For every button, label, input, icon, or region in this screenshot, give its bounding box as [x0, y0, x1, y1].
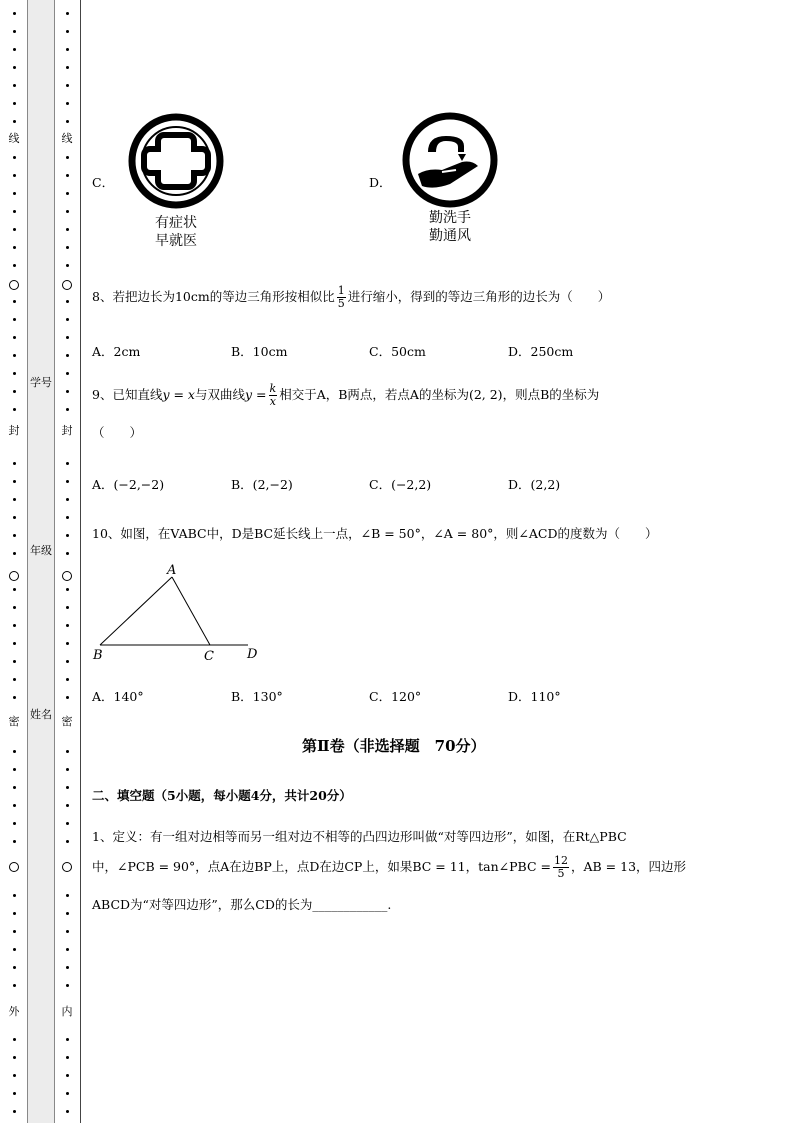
- binding-dot: [66, 786, 69, 789]
- q7-option-c-caption-line2: 早就医: [155, 233, 197, 249]
- binding-dot: [13, 192, 16, 195]
- binding-dot: [66, 1074, 69, 1077]
- margin-mark-feng-inner: 封: [61, 424, 73, 437]
- binding-dot: [13, 912, 16, 915]
- binding-dot: [66, 1038, 69, 1041]
- binding-hole-circle: [62, 571, 72, 581]
- binding-dot: [13, 462, 16, 465]
- binding-dot: [13, 930, 16, 933]
- binding-dot: [13, 102, 16, 105]
- vertex-label-c: C: [204, 649, 214, 664]
- dotted-line-outer: [0, 0, 28, 1123]
- binding-dot: [13, 894, 16, 897]
- q10-triangle-figure: [92, 560, 262, 664]
- binding-dot: [13, 246, 16, 249]
- margin-mark-xian-inner: 线: [61, 132, 73, 145]
- q8-option-b: B．10cm: [231, 344, 288, 359]
- q9-option-a: A．(−2,−2): [92, 477, 165, 492]
- binding-dot: [66, 462, 69, 465]
- binding-dot: [66, 750, 69, 753]
- binding-dot: [66, 822, 69, 825]
- fill1-tan-fraction: [553, 855, 569, 880]
- dotted-line-inner: [54, 0, 80, 1123]
- binding-dot: [66, 588, 69, 591]
- q9-text-d: ，则点B的坐标为: [502, 387, 600, 402]
- binding-dot: [66, 264, 69, 267]
- fill1-line3: ABCD为“对等四边形”，那么CD的长为____________.: [92, 897, 392, 912]
- binding-dot: [66, 948, 69, 951]
- binding-dot: [13, 624, 16, 627]
- q9-hyperbola-lhs: y =: [245, 387, 267, 402]
- binding-dot: [13, 786, 16, 789]
- binding-dot: [66, 390, 69, 393]
- binding-dot: [13, 1092, 16, 1095]
- q7-option-c-caption: [136, 214, 216, 250]
- binding-dot: [13, 318, 16, 321]
- binding-dot: [66, 642, 69, 645]
- q7-option-d-caption: [410, 209, 490, 245]
- q9-frac-den: x: [269, 395, 276, 408]
- binding-dot: [66, 66, 69, 69]
- student-info-strip: [27, 0, 55, 1123]
- q9-option-b: B．(2,−2): [231, 477, 293, 492]
- binding-dot: [66, 696, 69, 699]
- q9-frac-num: k: [269, 382, 277, 395]
- binding-dot: [66, 606, 69, 609]
- q9-line-equation: y = x: [162, 387, 195, 402]
- q10-option-c: C．120°: [369, 689, 422, 704]
- fill1-line1: 1、定义：有一组对边相等而另一组对边不相等的凸四边形叫做“对等四边形”，如图，在Rt△PBC: [92, 829, 627, 844]
- q9-point-a: (2, 2): [468, 387, 503, 402]
- binding-dot: [66, 84, 69, 87]
- binding-dot: [66, 768, 69, 771]
- binding-dot: [66, 336, 69, 339]
- q10-option-d: D．110°: [508, 689, 561, 704]
- binding-hole-circle: [9, 862, 19, 872]
- fill1-line2: [92, 855, 686, 880]
- vertex-label-a: A: [167, 563, 177, 578]
- margin-mark-nei: 内: [61, 1005, 73, 1018]
- binding-dot: [66, 480, 69, 483]
- binding-dot: [13, 552, 16, 555]
- margin-mark-mi: 密: [8, 715, 20, 728]
- binding-hole-circle: [9, 571, 19, 581]
- label-student-id: 学号: [30, 376, 52, 389]
- binding-dot: [66, 678, 69, 681]
- binding-dot: [66, 228, 69, 231]
- q8-frac-den: 5: [337, 297, 345, 310]
- binding-dot: [66, 354, 69, 357]
- binding-dot: [66, 120, 69, 123]
- binding-dot: [13, 498, 16, 501]
- margin-mark-wai: 外: [8, 1005, 20, 1018]
- binding-dot: [13, 948, 16, 951]
- binding-dot: [13, 480, 16, 483]
- q8-text-b: 进行缩小，得到的等边三角形的边长为（ ）: [347, 289, 611, 304]
- hand-washing-icon: [398, 112, 502, 208]
- binding-dot: [66, 102, 69, 105]
- binding-dot: [66, 300, 69, 303]
- binding-dot: [13, 750, 16, 753]
- fill1-line2-a: 中，∠PCB = 90°，点A在边BP上，点D在边CP上，如果BC = 11，tan∠PBC =: [92, 859, 551, 874]
- binding-dot: [13, 678, 16, 681]
- binding-dot: [13, 84, 16, 87]
- binding-dot: [66, 1110, 69, 1113]
- fill-in-section-heading: 二、填空题（5小题，每小题4分，共计20分）: [92, 788, 352, 803]
- binding-dot: [66, 894, 69, 897]
- binding-dot: [13, 1056, 16, 1059]
- binding-hole-circle: [62, 862, 72, 872]
- binding-dot: [66, 516, 69, 519]
- q9-answer-bracket: （ ）: [92, 425, 143, 440]
- q8-option-a: A．2cm: [92, 344, 141, 359]
- q8-ratio-fraction: [337, 285, 346, 310]
- binding-dot: [13, 210, 16, 213]
- binding-dot: [66, 966, 69, 969]
- binding-dot: [13, 30, 16, 33]
- binding-dot: [66, 210, 69, 213]
- q8-stem: [92, 285, 610, 310]
- q9-stem: [92, 383, 599, 408]
- label-name: 姓名: [30, 708, 52, 721]
- binding-dot: [66, 498, 69, 501]
- binding-dot: [66, 174, 69, 177]
- q9-text-a: 9、已知直线: [92, 387, 163, 402]
- first-aid-cross-icon: [124, 113, 228, 209]
- binding-dot: [13, 534, 16, 537]
- fill1-line2-b: ，AB = 13，四边形: [570, 859, 687, 874]
- binding-dot: [13, 390, 16, 393]
- binding-dot: [66, 984, 69, 987]
- binding-dot: [13, 120, 16, 123]
- binding-dot: [66, 156, 69, 159]
- fill1-frac-num: 12: [553, 854, 568, 867]
- q7-option-d-caption-line1: 勤洗手: [429, 210, 471, 226]
- binding-hole-circle: [62, 280, 72, 290]
- binding-dot: [13, 12, 16, 15]
- label-grade: 年级: [30, 544, 52, 557]
- q7-option-c-letter: C．: [92, 175, 115, 190]
- q8-text-a: 8、若把边长为10cm的等边三角形按相似比: [92, 289, 335, 304]
- binding-dot: [66, 1056, 69, 1059]
- binding-dot: [66, 30, 69, 33]
- binding-dot: [13, 1038, 16, 1041]
- binding-dot: [66, 408, 69, 411]
- q7-option-d-letter: D．: [369, 175, 392, 190]
- binding-dot: [66, 534, 69, 537]
- binding-dot: [13, 822, 16, 825]
- binding-dot: [66, 552, 69, 555]
- q7-option-c-caption-line1: 有症状: [155, 215, 197, 231]
- binding-dot: [13, 642, 16, 645]
- binding-dot: [66, 1092, 69, 1095]
- binding-dot: [13, 984, 16, 987]
- binding-margin-outer: [0, 0, 28, 1123]
- fill1-frac-den: 5: [557, 867, 565, 880]
- margin-mark-xian: 线: [8, 132, 20, 145]
- binding-dot: [66, 930, 69, 933]
- binding-dot: [13, 516, 16, 519]
- binding-dot: [66, 246, 69, 249]
- binding-dot: [13, 696, 16, 699]
- binding-dot: [66, 318, 69, 321]
- binding-dot: [66, 624, 69, 627]
- binding-dot: [13, 840, 16, 843]
- point-label-d: D: [247, 647, 258, 662]
- binding-dot: [13, 1074, 16, 1077]
- q10-option-a: A．140°: [92, 689, 144, 704]
- binding-dot: [13, 588, 16, 591]
- binding-dot: [13, 336, 16, 339]
- binding-dot: [13, 228, 16, 231]
- binding-dot: [13, 606, 16, 609]
- binding-dot: [66, 912, 69, 915]
- binding-dot: [66, 804, 69, 807]
- part2-title: 第Ⅱ卷（非选择题 70分）: [302, 737, 486, 755]
- margin-mark-mi-inner: 密: [61, 715, 73, 728]
- binding-dot: [13, 768, 16, 771]
- binding-dot: [13, 264, 16, 267]
- vertex-label-b: B: [93, 648, 103, 663]
- binding-dot: [13, 174, 16, 177]
- q10-option-b: B．130°: [231, 689, 283, 704]
- binding-dot: [13, 1110, 16, 1113]
- binding-dot: [13, 408, 16, 411]
- binding-dot: [13, 66, 16, 69]
- q9-text-b: 与双曲线: [195, 387, 246, 402]
- q9-text-c: 相交于A，B两点，若点A的坐标为: [279, 387, 469, 402]
- binding-dot: [13, 156, 16, 159]
- q9-option-c: C．(−2,2): [369, 477, 432, 492]
- binding-dot: [13, 804, 16, 807]
- binding-dot: [66, 660, 69, 663]
- binding-dot: [13, 48, 16, 51]
- q8-option-d: D．250cm: [508, 344, 574, 359]
- q9-option-d: D．(2,2): [508, 477, 561, 492]
- margin-mark-feng: 封: [8, 424, 20, 437]
- binding-dot: [13, 966, 16, 969]
- q8-frac-num: 1: [337, 284, 345, 297]
- q9-hyperbola-fraction: [269, 383, 278, 408]
- binding-hole-circle: [9, 280, 19, 290]
- binding-dot: [66, 372, 69, 375]
- binding-dot: [13, 372, 16, 375]
- q10-stem: 10、如图，在VABC中，D是BC延长线上一点，∠B = 50°，∠A = 80°，则∠ACD的度数为（ ）: [92, 526, 658, 541]
- binding-margin-inner: [54, 0, 81, 1123]
- binding-dot: [13, 660, 16, 663]
- binding-dot: [13, 354, 16, 357]
- binding-dot: [66, 48, 69, 51]
- binding-dot: [66, 12, 69, 15]
- q8-option-c: C．50cm: [369, 344, 426, 359]
- binding-dot: [13, 300, 16, 303]
- binding-dot: [66, 840, 69, 843]
- q7-option-d-caption-line2: 勤通风: [429, 228, 471, 244]
- binding-dot: [66, 192, 69, 195]
